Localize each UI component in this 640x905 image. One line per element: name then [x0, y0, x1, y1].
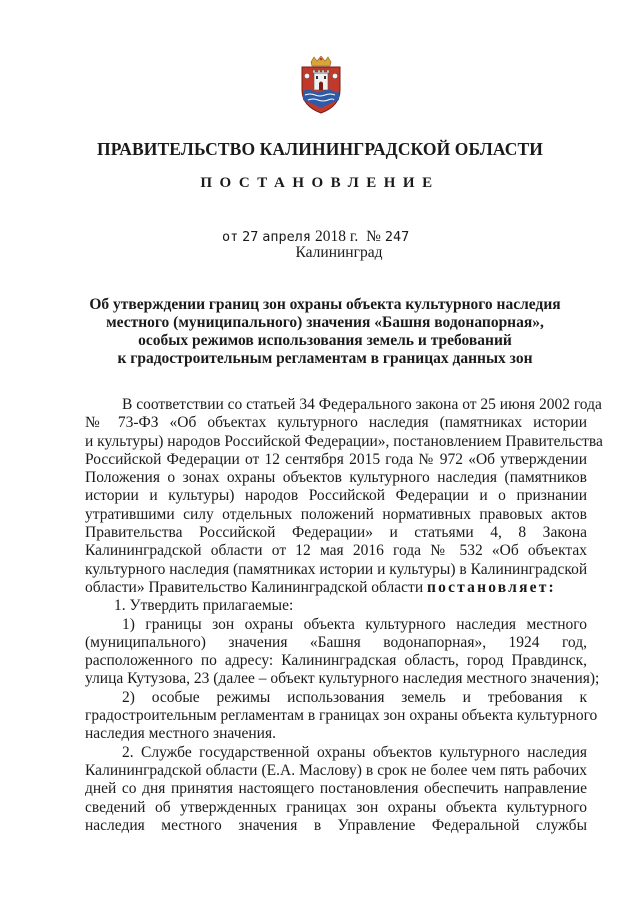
body-line: утратившими силу отдельных положений нормативных правовых актов: [85, 505, 587, 523]
body-line: 2. Службе государственной охраны объектов культурного наследия: [122, 743, 587, 761]
number-sign: №: [366, 228, 381, 245]
body-line: дней со дня принятия настоящего постановления обеспечить направление: [85, 780, 587, 798]
subject-line: к градостроительным регламентам в границах данных зон: [117, 350, 533, 367]
date-day: 27: [242, 229, 259, 245]
subject-line: местного (муниципального) значения «Башня водонапорная»,: [106, 314, 544, 331]
body-line: и культуры) народов Российской Федерации», постановлением Правительства: [85, 432, 603, 450]
body-line: Правительства Российской Федерации» и статьями 4, 8 Закона: [85, 524, 587, 542]
body-line: Положения о зонах охраны объектов культурного наследия (памятников: [85, 469, 587, 487]
document-body: [85, 396, 603, 835]
government-title: ПРАВИТЕЛЬСТВО КАЛИНИНГРАДСКОЙ ОБЛАСТИ: [97, 139, 543, 159]
body-line: расположенного по адресу: Калининградская область, город Правдинск,: [85, 652, 587, 670]
body-line: наследия местного значения в Управление Федеральной службы: [85, 816, 587, 834]
body-line: культурного наследия (памятниках истории и культуры) в Калининградской: [85, 560, 588, 578]
body-line: Российской Федерации от 12 сентября 2015 года № 972 «Об утверждении: [85, 450, 587, 468]
date-year: 2018 г.: [314, 228, 359, 245]
body-line: [85, 579, 587, 597]
body-line: градостроительным регламентам в границах зон охраны объекта культурного: [85, 707, 598, 725]
body-line: В соответствии со статьей 34 Федерального закона от 25 июня 2002 года: [122, 396, 602, 413]
item-1: 1. Утвердить прилагаемые:: [114, 597, 294, 615]
body-line: (муниципального) значения «Башня водонапорная», 1924 год,: [85, 633, 587, 651]
document-number: 247: [384, 229, 410, 245]
date-prefix: от: [222, 229, 239, 245]
document-subject: [70, 296, 580, 368]
body-line: Калининградской области от 12 мая 2016 года № 532 «Об объектах: [85, 542, 587, 560]
body-line: Калининградской области (Е.А. Маслову) в срок не более чем пять рабочих: [85, 761, 587, 779]
date-month: апреля: [262, 229, 312, 245]
body-line: истории и культуры) народов Российской Федерации и о признании: [85, 487, 587, 505]
document-type: ПОСТАНОВЛЕНИЕ: [200, 175, 440, 191]
subject-line: Об утверждении границ зон охраны объекта культурного наследия: [89, 296, 561, 313]
subject-line: особых режимов использования земель и требований: [138, 332, 512, 349]
body-line: наследия местного значения.: [85, 725, 276, 743]
resolves-word: постановляет:: [427, 578, 556, 596]
body-line: 1) границы зон охраны объекта культурного наследия местного: [122, 615, 587, 633]
intro-last-text: области» Правительство Калининградской области: [85, 578, 427, 596]
body-line: № 73-ФЗ «Об объектах культурного наследия (памятниках истории: [85, 414, 587, 432]
body-line: улица Кутузова, 23 (далее – объект культурного наследия местного значения);: [85, 670, 600, 688]
body-line: сведений об утвержденных границах зон охраны объекта культурного: [85, 798, 587, 816]
city-name: Калининград: [295, 244, 383, 261]
coat-of-arms-emblem: [299, 56, 343, 114]
body-line: 2) особые режимы использования земель и требования к: [122, 688, 587, 706]
